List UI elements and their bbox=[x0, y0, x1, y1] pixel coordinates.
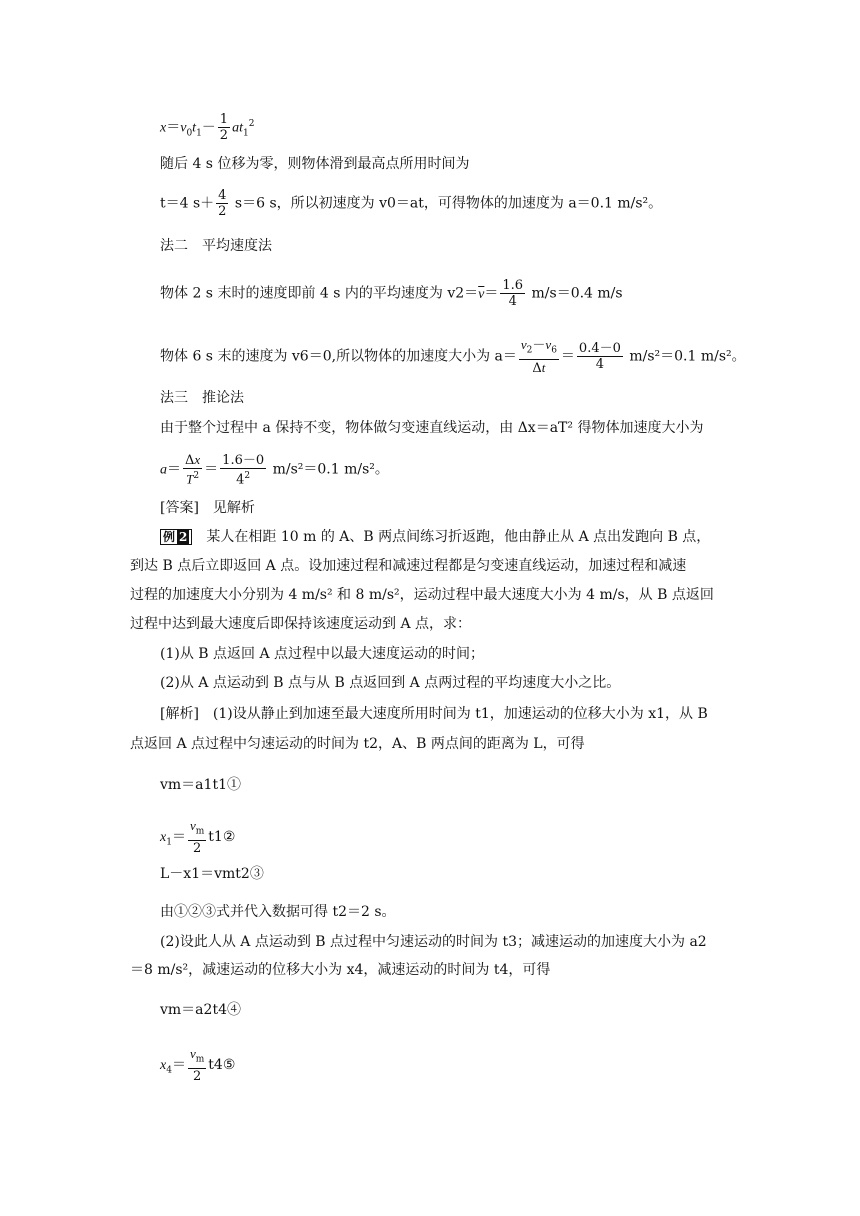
line-8: 由于整个过程中 a 保持不变，物体做匀变速直线运动，由 Δx＝aT² 得物体加速度大小为 bbox=[160, 420, 704, 436]
equation-5: $x_4=$ $\frac{v_m}{2}$ t4⑤ bbox=[160, 1046, 236, 1084]
equation-1: vm＝a1t1① bbox=[160, 777, 241, 793]
example-line-1: 例 2 某人在相距 10 m 的 A、B 两点间练习折返跑，他由静止从 A 点出发跑向 B 点， bbox=[160, 527, 710, 547]
analysis-line-5: ＝8 m/s²，减速运动的位移大小为 x4，减速运动的时间为 t4，可得 bbox=[130, 962, 551, 978]
line-4: 法二 平均速度法 bbox=[160, 238, 272, 254]
line-3: t＝4 s＋ $\frac{4}{2}$ s＝6 s，所以初速度为 v0＝at，可得物体的加速度为 a＝0.1 m/s²。 bbox=[160, 188, 663, 219]
line-9: a＝ $\frac{\Delta x}{T^2}$ ＝ $\frac{1.6-0}{4^2}$ m/s²＝0.1 m/s²。 bbox=[160, 452, 389, 487]
example-line-6: (2)从 A 点运动到 B 点与从 B 点返回到 A 点两过程的平均速度大小之比。 bbox=[160, 675, 621, 691]
line-2: 随后 4 s 位移为零，则物体滑到最高点所用时间为 bbox=[160, 156, 470, 172]
line-1: $x=v_0t_1-$ $\frac{1}{2}$ $at_1^2$ bbox=[160, 112, 255, 143]
answer-line: [答案] 见解析 bbox=[160, 500, 255, 516]
example-badge: 例 2 bbox=[160, 529, 192, 545]
example-line-4: 过程中达到最大速度后即保持该速度运动到 A 点，求： bbox=[130, 616, 472, 632]
line-7: 法三 推论法 bbox=[160, 390, 244, 406]
analysis-label: [解析] bbox=[160, 706, 199, 722]
equation-3: L－x1＝vmt2③ bbox=[160, 866, 264, 882]
analysis-line-4: (2)设此人从 A 点运动到 B 点过程中匀速运动的时间为 t3；减速运动的加速度大小为 a2 bbox=[160, 934, 707, 950]
analysis-line-1: [解析] (1)设从静止到加速至最大速度所用时间为 t1，加速运动的位移大小为 x1，从 B bbox=[160, 706, 708, 722]
example-line-2: 到达 B 点后立即返回 A 点。设加速过程和减速过程都是匀变速直线运动，加速过程和减速 bbox=[130, 558, 687, 574]
line-5: 物体 2 s 末时的速度即前 4 s 内的平均速度为 $v2=\overline{v}=$ $\frac{1.6}{4}$ m/s＝0.4 m/s bbox=[160, 278, 623, 309]
answer-label: [答案] bbox=[160, 500, 199, 516]
analysis-line-3: 由①②③式并代入数据可得 t2＝2 s。 bbox=[160, 904, 396, 920]
example-line-3: 过程的加速度大小分别为 4 m/s² 和 8 m/s²，运动过程中最大速度大小为 4 m/s，从 B 点返回 bbox=[130, 587, 714, 603]
line-6: 物体 6 s 末的速度为 v6＝0,所以物体的加速度大小为 a＝ $\frac{v_2-v_6}{\Delta t}$ ＝ $\frac{0.4-0}{4}$ m/s²＝0.1 m/s²。 bbox=[160, 337, 746, 376]
equation-4: vm＝a2t4④ bbox=[160, 1002, 241, 1018]
example-line-5: (1)从 B 点返回 A 点过程中以最大速度运动的时间； bbox=[160, 646, 485, 662]
analysis-line-2: 点返回 A 点过程中匀速运动的时间为 t2，A、B 两点间的距离为 L，可得 bbox=[130, 736, 585, 752]
equation-2: $x_1=$ $\frac{v_m}{2}$ t1② bbox=[160, 818, 236, 856]
